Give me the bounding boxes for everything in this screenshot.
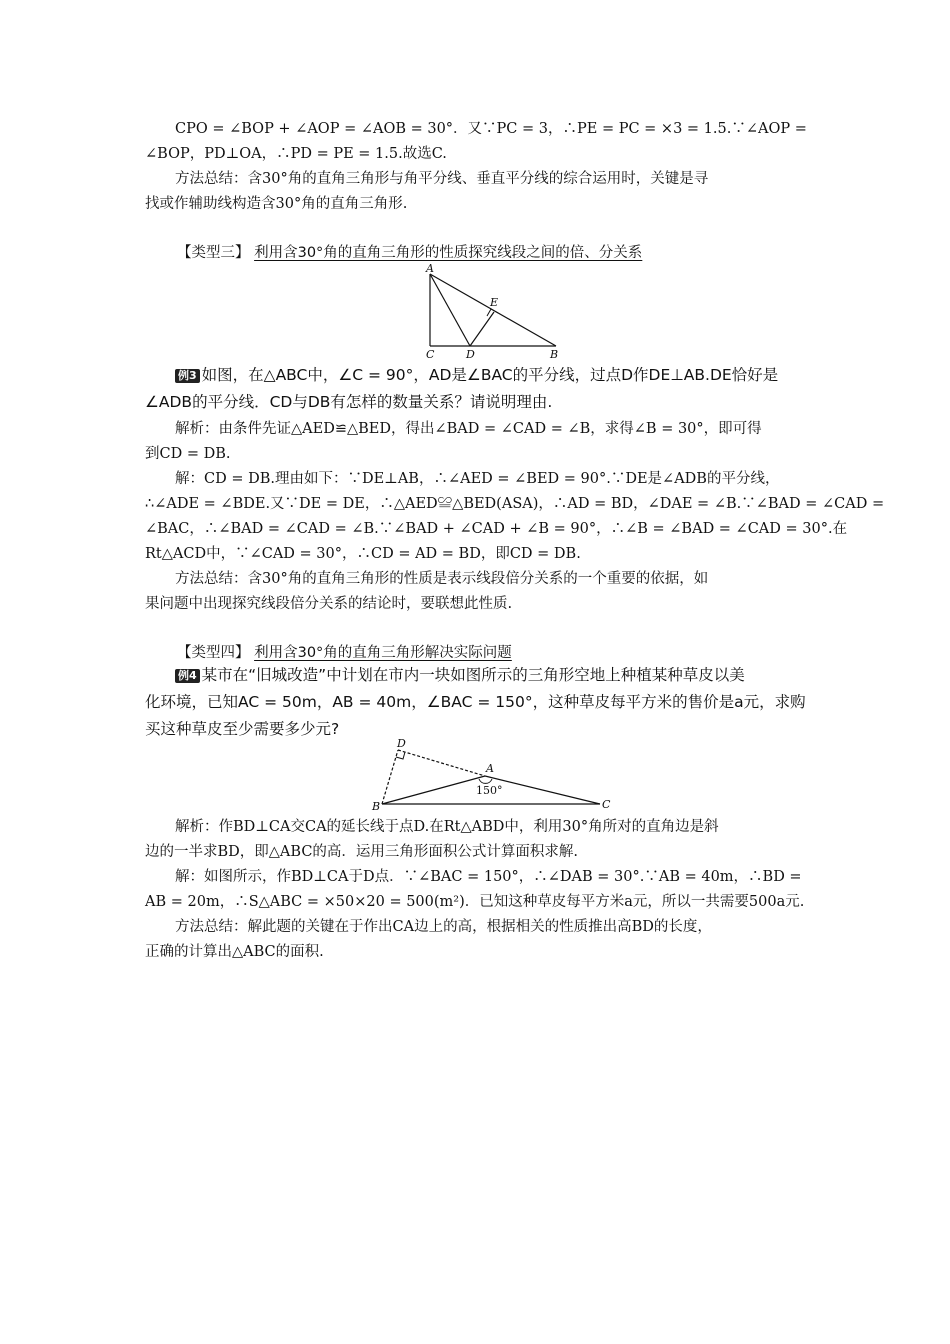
text-line: Rt△ACD中，∵∠CAD = 30°，∴CD = AD = BD，即CD = DB. — [145, 546, 581, 562]
text-line: 果问题中出现探究线段倍分关系的结论时，要联想此性质. — [145, 596, 513, 612]
analysis: 解析：由条件先证△AED≌△BED，得出∠BAD = ∠CAD = ∠B，求得∠B = 30°，即可得 — [175, 421, 762, 437]
text-line: 化环境，已知AC = 50m，AB = 40m，∠BAC = 150°，这种草皮每平方米的售价是a元，求购 — [145, 693, 806, 711]
label-b: B — [550, 348, 559, 361]
label-d: D — [397, 737, 406, 750]
example-tag: 例3 — [175, 369, 200, 383]
text-line: 到CD = DB. — [145, 446, 231, 462]
section-label: 【类型四】 — [177, 645, 250, 661]
label-a: A — [486, 762, 494, 775]
section-label: 【类型三】 — [177, 245, 250, 261]
text-line: ∠BAC，∴∠BAD = ∠CAD = ∠B.∵∠BAD + ∠CAD + ∠B = 90°，∴∠B = ∠BAD = ∠CAD = 30°.在 — [145, 521, 848, 537]
text-line: 找或作辅助线构造含30°角的直角三角形. — [145, 196, 408, 212]
method-summary: 方法总结：含30°角的直角三角形与角平分线、垂直平分线的综合运用时，关键是寻 — [175, 171, 709, 187]
label-c: C — [426, 348, 435, 361]
section-title: 利用含30°角的直角三角形解决实际问题 — [254, 645, 512, 661]
solution: 解：如图所示，作BD⊥CA于D点．∵∠BAC = 150°，∴∠DAB = 30°.∵AB = 40m，∴BD = — [175, 869, 802, 885]
label-c: C — [602, 798, 611, 811]
section-heading-type3 — [177, 242, 642, 264]
triangle-figure-1 — [418, 262, 568, 362]
method-summary: 方法总结：含30°角的直角三角形的性质是表示线段倍分关系的一个重要的依据，如 — [175, 571, 709, 587]
text-line: ∴∠ADE = ∠BDE.又∵DE = DE，∴△AED≌△BED(ASA)，∴AD = BD，∠DAE = ∠B.∵∠BAD = ∠CAD = — [145, 496, 885, 512]
text-line: 边的一半求BD，即△ABC的高．运用三角形面积公式计算面积求解. — [145, 844, 579, 860]
label-a: A — [426, 262, 434, 275]
example-tag: 例4 — [175, 669, 200, 683]
example-4-question — [175, 664, 810, 686]
text-line: 买这种草皮至少需要多少元? — [145, 720, 340, 738]
text-line: AB = 20m，∴S△ABC = ×50×20 = 500(m²)．已知这种草皮每平方米a元，所以一共需要500a元. — [145, 894, 805, 910]
label-e: E — [490, 296, 499, 309]
text-line: ∠BOP，PD⊥OA，∴PD = PE = 1.5.故选C. — [145, 146, 447, 162]
section-title: 利用含30°角的直角三角形的性质探究线段之间的倍、分关系 — [254, 245, 643, 261]
text-line: CPO = ∠BOP + ∠AOP = ∠AOB = 30°．又∵PC = 3，∴PE = PC = ×3 = 1.5.∵∠AOP = — [175, 121, 807, 137]
label-b: B — [372, 800, 381, 813]
analysis: 解析：作BD⊥CA交CA的延长线于点D.在Rt△ABD中，利用30°角所对的直角边是斜 — [175, 819, 719, 835]
angle-label: 150° — [476, 784, 503, 797]
question-text: 如图，在△ABC中，∠C = 90°，AD是∠BAC的平分线，过点D作DE⊥AB.DE恰好是 — [201, 366, 779, 384]
label-d: D — [466, 348, 475, 361]
method-summary: 方法总结：解此题的关键在于作出CA边上的高，根据相关的性质推出高BD的长度， — [175, 919, 712, 935]
text-line: 正确的计算出△ABC的面积. — [145, 944, 324, 960]
text-line: ∠ADB的平分线．CD与DB有怎样的数量关系？请说明理由. — [145, 393, 553, 411]
triangle-figure-2 — [368, 734, 618, 814]
example-3-question — [175, 364, 810, 386]
section-heading-type4 — [177, 642, 512, 664]
question-text: 某市在“旧城改造”中计划在市内一块如图所示的三角形空地上种植某种草皮以美 — [201, 666, 745, 684]
solution: 解：CD = DB.理由如下：∵DE⊥AB，∴∠AED = ∠BED = 90°.∵DE是∠ADB的平分线， — [175, 471, 780, 487]
